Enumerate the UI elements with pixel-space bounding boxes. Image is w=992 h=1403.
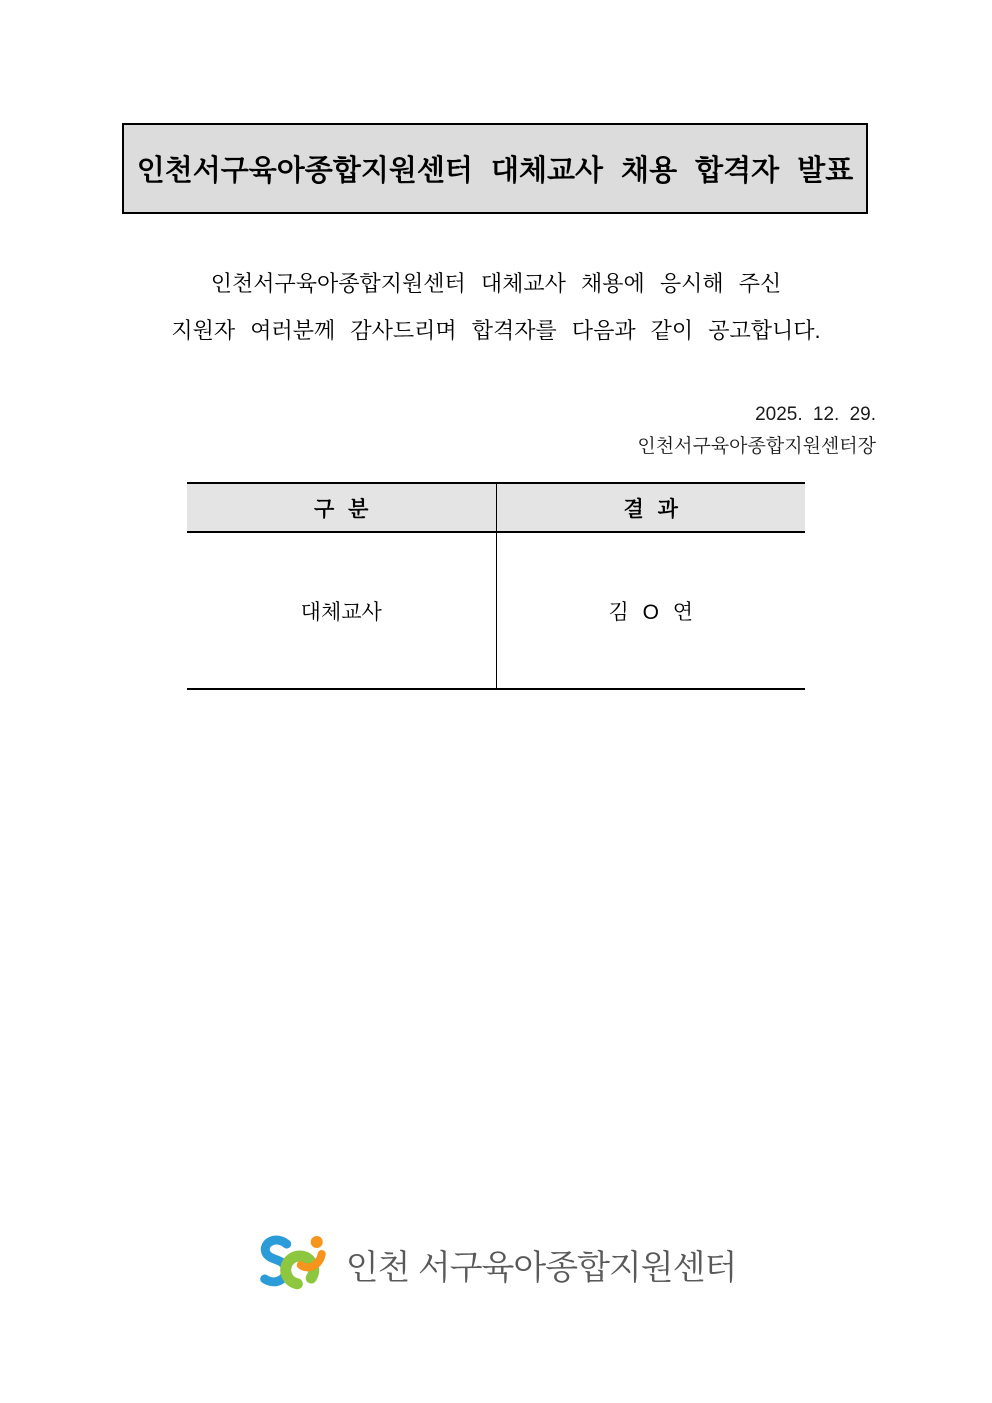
cell-result: 김 O 연 [608,600,694,624]
body-paragraph [0,260,992,354]
date-signature-block [637,399,876,463]
body-line-2: 지원자 여러분께 감사드리며 합격자를 다음과 같이 공고합니다. [171,318,821,343]
table-header-row [187,482,805,533]
header-cell-result: 결 과 [623,497,678,521]
table-row [187,533,805,690]
title-box [122,123,868,214]
footer-logo [256,1231,737,1297]
announcement-date: 2025. 12. 29. [755,404,876,425]
header-cell-category: 구 분 [187,484,497,531]
document-title: 인천서구육아종합지원센터 대체교사 채용 합격자 발표 [136,155,854,187]
signer-name: 인천서구육아종합지원센터장 [637,436,876,457]
body-line-1: 인천서구육아종합지원센터 대체교사 채용에 응시해 주신 [210,271,782,296]
footer-logo-text: 인천 서구육아종합지원센터 [345,1248,737,1287]
result-table [187,482,805,690]
cell-category: 대체교사 [187,533,497,688]
center-logo-icon [256,1231,336,1297]
